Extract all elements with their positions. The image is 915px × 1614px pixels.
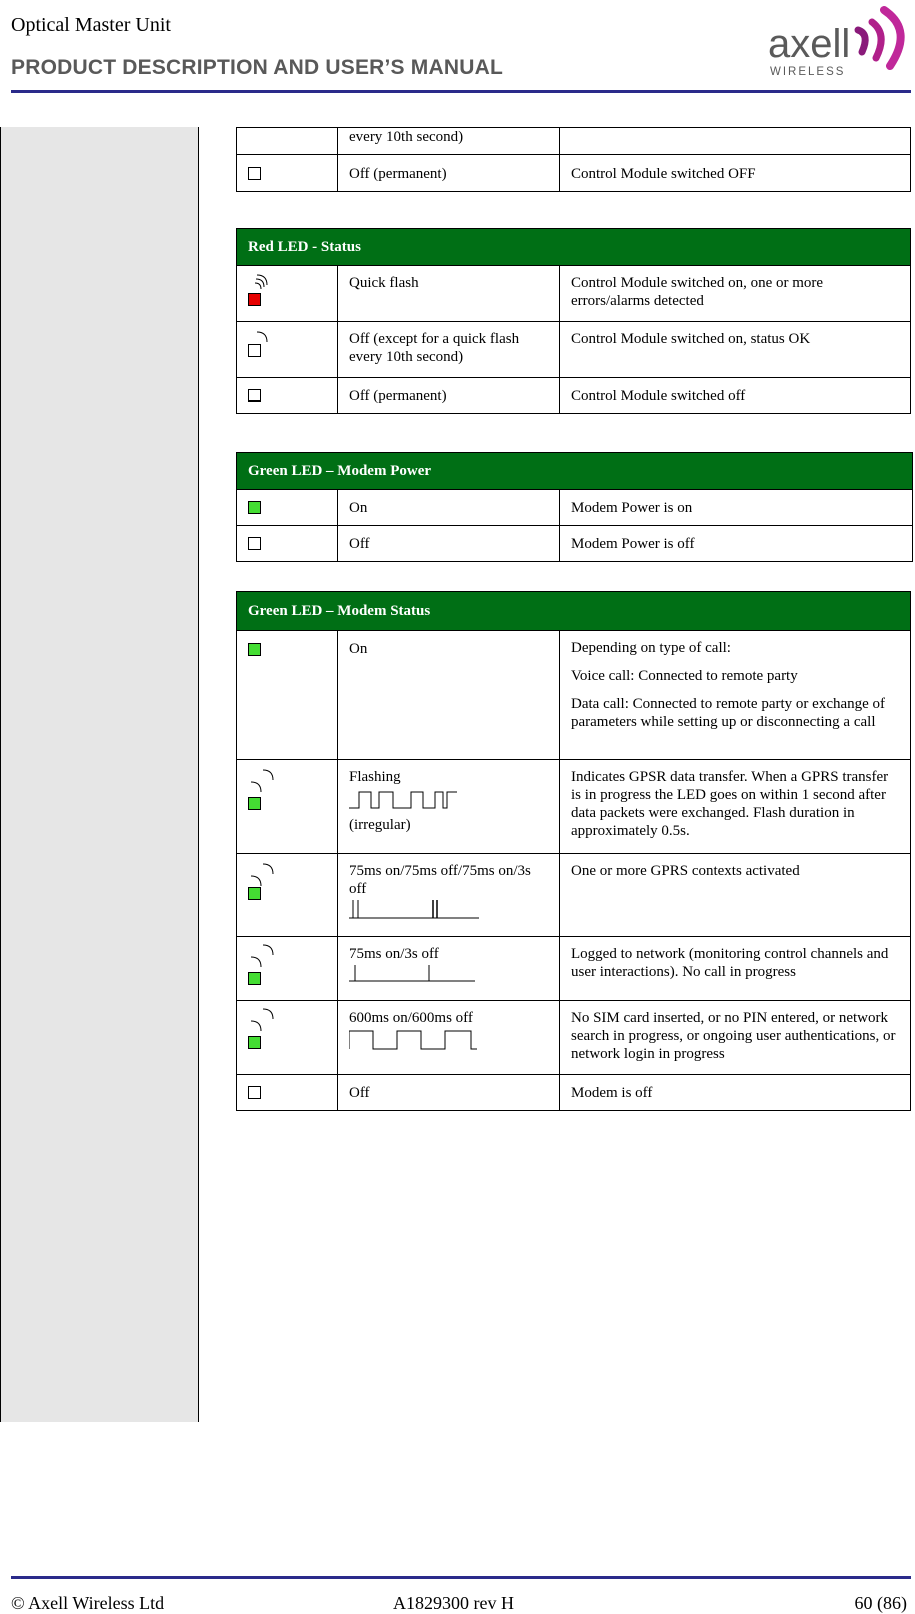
table-title: Red LED - Status xyxy=(237,229,911,266)
table-row xyxy=(237,128,911,155)
led-state: Off xyxy=(338,526,560,562)
slow-flash-waveform xyxy=(349,1027,485,1053)
green-led-icon xyxy=(248,797,261,810)
led-state xyxy=(338,1001,560,1075)
led-description: Control Module switched on, status OK xyxy=(560,322,911,378)
table-row xyxy=(237,937,911,1001)
table-row xyxy=(237,631,911,760)
green-led-icon xyxy=(248,1036,261,1049)
led-description: Modem is off xyxy=(560,1075,911,1111)
desc-line: Voice call: Connected to remote party xyxy=(571,668,798,684)
green-led-icon xyxy=(248,972,261,985)
state-label: 600ms on/600ms off xyxy=(349,1010,473,1026)
led-state xyxy=(338,760,560,854)
footer-page-number: 60 (86) xyxy=(854,1593,907,1613)
table-row xyxy=(237,266,911,322)
desc-line: Depending on type of call: xyxy=(571,640,731,656)
led-state: Off xyxy=(338,1075,560,1111)
logo-subtext: WIRELESS xyxy=(770,66,846,78)
led-state: Quick flash xyxy=(338,266,560,322)
table-row xyxy=(237,760,911,854)
red-led-icon xyxy=(248,293,261,306)
table-title: Green LED – Modem Power xyxy=(237,453,913,490)
state-label: Flashing xyxy=(349,769,401,785)
table-row xyxy=(237,155,911,192)
led-state: On xyxy=(338,490,560,526)
led-state: Off (except for a quick flash every 10th second) xyxy=(338,322,560,378)
modem-status-table xyxy=(236,591,911,1111)
modem-power-table xyxy=(236,452,913,562)
state-note: (irregular) xyxy=(349,817,411,833)
led-description: Logged to network (monitoring control channels and user interactions). No call in progress xyxy=(560,937,911,1001)
led-off-icon xyxy=(248,344,261,357)
led-off-icon xyxy=(248,389,261,402)
led-state xyxy=(338,854,560,937)
table-title: Green LED – Modem Status xyxy=(237,592,911,631)
continued-led-table xyxy=(236,127,911,192)
led-state: Off (permanent) xyxy=(338,155,560,192)
led-off-icon xyxy=(248,537,261,550)
header-subtitle: PRODUCT DESCRIPTION AND USER’S MANUAL xyxy=(11,56,503,79)
irregular-waveform xyxy=(349,788,459,814)
led-description: Indicates GPSR data transfer. When a GPRS transfer is in progress the LED goes on within 1 second after data packets were exchanged. Flash duration in approximately 0.5s. xyxy=(560,760,911,854)
header-title: Optical Master Unit xyxy=(11,14,171,36)
led-description: Control Module switched on, one or more errors/alarms detected xyxy=(560,266,911,322)
led-state: Off (permanent) xyxy=(338,378,560,414)
logo-text: axell xyxy=(768,22,851,66)
green-led-icon xyxy=(248,643,261,656)
logged-waveform xyxy=(349,963,477,985)
footer-rule xyxy=(11,1576,911,1579)
green-led-icon xyxy=(248,887,261,900)
table-row xyxy=(237,854,911,937)
led-state: every 10th second) xyxy=(338,128,560,155)
table-row xyxy=(237,490,913,526)
axell-logo xyxy=(766,0,912,80)
left-margin-column xyxy=(0,127,199,1422)
led-off-icon xyxy=(248,167,261,180)
led-off-icon xyxy=(248,1086,261,1099)
table-row xyxy=(237,1075,911,1111)
led-description: No SIM card inserted, or no PIN entered, or network search in progress, or ongoing user authentications, or network login in progress xyxy=(560,1001,911,1075)
led-description xyxy=(560,631,911,760)
led-description: Modem Power is on xyxy=(560,490,913,526)
footer-copyright: © Axell Wireless Ltd xyxy=(11,1593,165,1613)
led-description: Control Module switched off xyxy=(560,378,911,414)
led-state xyxy=(338,937,560,1001)
led-description: Control Module switched OFF xyxy=(560,155,911,192)
table-row xyxy=(237,322,911,378)
led-description: Modem Power is off xyxy=(560,526,913,562)
led-state: On xyxy=(338,631,560,760)
header-rule xyxy=(11,90,911,93)
table-row xyxy=(237,526,913,562)
state-label: 75ms on/3s off xyxy=(349,946,439,962)
led-description xyxy=(560,128,911,155)
red-led-status-table xyxy=(236,228,911,414)
gprs-waveform xyxy=(349,898,481,924)
table-row xyxy=(237,378,911,414)
table-row xyxy=(237,1001,911,1075)
footer-doc-id: A1829300 rev H xyxy=(393,1593,514,1613)
desc-line: Data call: Connected to remote party or exchange of parameters while setting up or disconnecting a call xyxy=(571,696,886,730)
state-label: 75ms on/75ms off/75ms on/3s off xyxy=(349,863,531,897)
green-led-icon xyxy=(248,501,261,514)
led-description: One or more GPRS contexts activated xyxy=(560,854,911,937)
